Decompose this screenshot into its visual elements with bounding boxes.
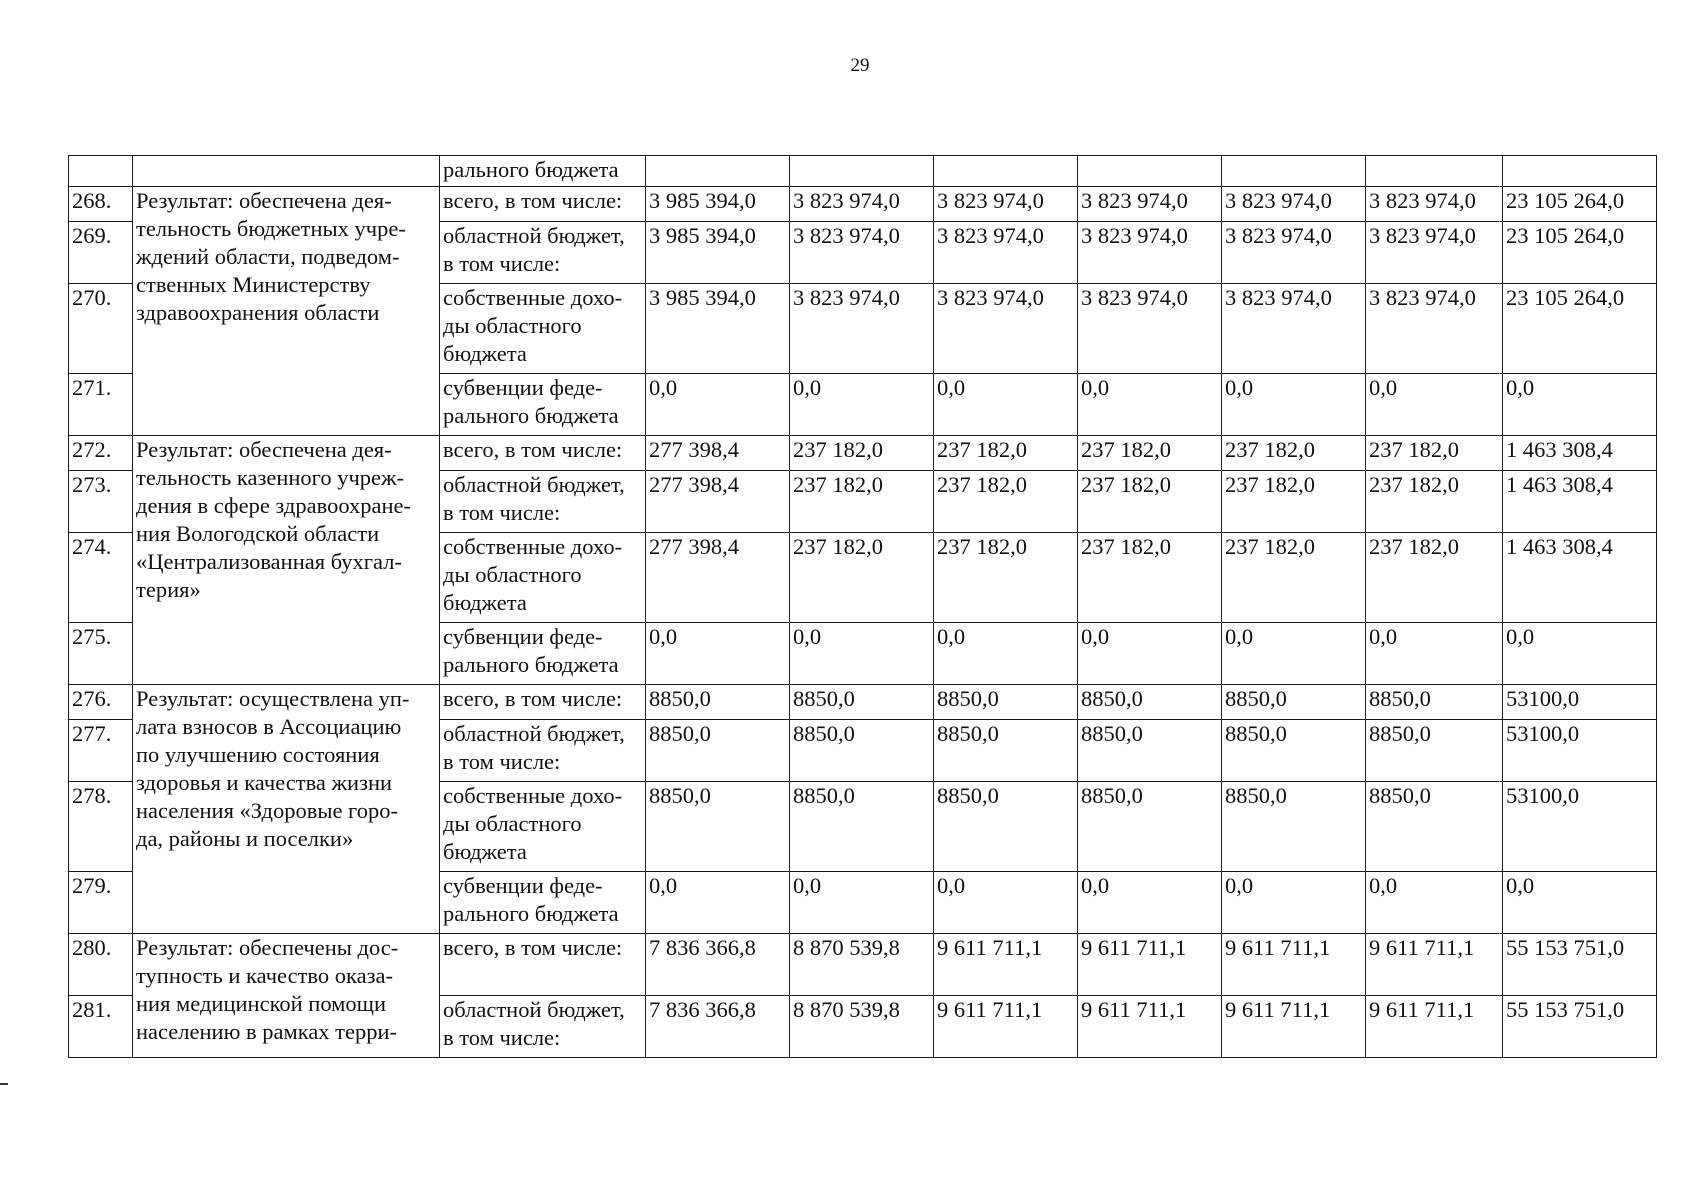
value-total-cell: 0,0 <box>1503 872 1657 934</box>
row-number-cell: 280. <box>69 934 133 996</box>
value-cell: 237 182,0 <box>1222 436 1366 471</box>
row-number-cell: 274. <box>69 533 133 623</box>
value-total-cell: 53100,0 <box>1503 685 1657 720</box>
value-cell: 0,0 <box>1078 374 1222 436</box>
value-cell <box>1366 156 1503 187</box>
value-cell: 8850,0 <box>934 685 1078 720</box>
row-number-cell: 275. <box>69 623 133 685</box>
value-cell: 0,0 <box>646 374 790 436</box>
budget-table <box>68 155 1657 1058</box>
value-cell: 3 823 974,0 <box>1222 187 1366 222</box>
value-cell: 8850,0 <box>1366 782 1503 872</box>
value-cell: 8850,0 <box>1078 685 1222 720</box>
value-total-cell: 1 463 308,4 <box>1503 471 1657 533</box>
row-number-cell: 281. <box>69 996 133 1058</box>
value-cell: 3 823 974,0 <box>1366 284 1503 374</box>
value-cell: 8850,0 <box>1366 720 1503 782</box>
value-cell: 237 182,0 <box>934 533 1078 623</box>
value-cell: 8850,0 <box>1078 720 1222 782</box>
value-cell: 237 182,0 <box>1222 533 1366 623</box>
value-cell: 8850,0 <box>646 685 790 720</box>
value-total-cell: 23 105 264,0 <box>1503 284 1657 374</box>
value-cell: 237 182,0 <box>1078 533 1222 623</box>
value-cell: 237 182,0 <box>790 533 934 623</box>
table-row <box>69 685 1657 720</box>
value-cell: 0,0 <box>1366 872 1503 934</box>
value-cell: 0,0 <box>934 374 1078 436</box>
value-cell: 3 823 974,0 <box>1366 222 1503 284</box>
value-cell: 0,0 <box>790 872 934 934</box>
value-cell: 3 823 974,0 <box>790 187 934 222</box>
value-cell: 3 823 974,0 <box>1078 222 1222 284</box>
value-total-cell: 0,0 <box>1503 374 1657 436</box>
value-cell: 0,0 <box>790 623 934 685</box>
value-cell: 8850,0 <box>646 720 790 782</box>
value-cell: 3 823 974,0 <box>1078 284 1222 374</box>
page-number: 29 <box>850 55 870 76</box>
value-cell: 0,0 <box>1078 623 1222 685</box>
value-cell: 237 182,0 <box>790 436 934 471</box>
funding-source-cell: всего, в том числе: <box>440 685 646 720</box>
value-cell: 0,0 <box>934 872 1078 934</box>
value-cell: 237 182,0 <box>934 436 1078 471</box>
value-total-cell: 55 153 751,0 <box>1503 996 1657 1058</box>
table-row <box>69 934 1657 996</box>
value-cell: 8850,0 <box>1078 782 1222 872</box>
funding-source-cell: всего, в том числе: <box>440 436 646 471</box>
row-number-cell: 277. <box>69 720 133 782</box>
value-cell <box>1222 156 1366 187</box>
margin-mark <box>0 1083 8 1085</box>
table-row <box>69 156 1657 187</box>
value-cell: 277 398,4 <box>646 471 790 533</box>
value-cell: 0,0 <box>646 872 790 934</box>
value-cell: 277 398,4 <box>646 436 790 471</box>
value-cell: 8850,0 <box>1366 685 1503 720</box>
row-number-cell: 272. <box>69 436 133 471</box>
value-cell: 3 823 974,0 <box>1366 187 1503 222</box>
row-number-cell: 271. <box>69 374 133 436</box>
result-cell: Результат: обеспечены дос- тупность и качество оказа- ния медицинской помощи населению в рамках терри- <box>133 934 440 1058</box>
value-cell: 0,0 <box>1222 872 1366 934</box>
value-cell: 3 985 394,0 <box>646 187 790 222</box>
result-cell <box>133 156 440 187</box>
funding-source-cell: всего, в том числе: <box>440 187 646 222</box>
value-total-cell: 1 463 308,4 <box>1503 436 1657 471</box>
row-number-cell: 269. <box>69 222 133 284</box>
funding-source-cell: собственные дохо- ды областного бюджета <box>440 284 646 374</box>
value-cell: 3 823 974,0 <box>934 187 1078 222</box>
value-cell: 3 823 974,0 <box>1222 284 1366 374</box>
value-cell: 8850,0 <box>790 782 934 872</box>
value-cell: 237 182,0 <box>790 471 934 533</box>
funding-source-cell: собственные дохо- ды областного бюджета <box>440 533 646 623</box>
value-cell: 9 611 711,1 <box>1222 996 1366 1058</box>
value-cell: 237 182,0 <box>1366 471 1503 533</box>
funding-source-cell: областной бюджет, в том числе: <box>440 471 646 533</box>
value-cell: 0,0 <box>934 623 1078 685</box>
value-cell: 8 870 539,8 <box>790 934 934 996</box>
funding-source-cell: областной бюджет, в том числе: <box>440 720 646 782</box>
value-cell: 7 836 366,8 <box>646 934 790 996</box>
row-number-cell: 268. <box>69 187 133 222</box>
row-number-cell: 270. <box>69 284 133 374</box>
value-cell: 0,0 <box>1366 374 1503 436</box>
value-cell: 8 870 539,8 <box>790 996 934 1058</box>
funding-source-cell: собственные дохо- ды областного бюджета <box>440 782 646 872</box>
value-cell: 0,0 <box>646 623 790 685</box>
row-number-cell: 279. <box>69 872 133 934</box>
row-number-cell <box>69 156 133 187</box>
value-total-cell: 53100,0 <box>1503 782 1657 872</box>
funding-source-cell: субвенции феде- рального бюджета <box>440 872 646 934</box>
value-cell: 8850,0 <box>646 782 790 872</box>
value-cell: 9 611 711,1 <box>934 934 1078 996</box>
result-cell: Результат: обеспечена дея- тельность казенного учреж- дения в сфере здравоохране- ния Вологодской области «Централизованная бухгал- терия» <box>133 436 440 685</box>
value-cell: 237 182,0 <box>1078 471 1222 533</box>
table-row <box>69 187 1657 222</box>
value-cell: 9 611 711,1 <box>1366 934 1503 996</box>
value-cell: 3 985 394,0 <box>646 222 790 284</box>
value-cell <box>1078 156 1222 187</box>
value-cell: 237 182,0 <box>1078 436 1222 471</box>
value-cell: 3 823 974,0 <box>934 284 1078 374</box>
value-cell: 0,0 <box>1222 623 1366 685</box>
table-row <box>69 436 1657 471</box>
value-cell: 0,0 <box>790 374 934 436</box>
result-cell: Результат: обеспечена дея- тельность бюджетных учре- ждений области, подведом- ственных Министерству здравоохранения области <box>133 187 440 436</box>
value-cell: 8850,0 <box>790 720 934 782</box>
value-cell: 0,0 <box>1366 623 1503 685</box>
value-cell: 9 611 711,1 <box>1366 996 1503 1058</box>
funding-source-cell: субвенции феде- рального бюджета <box>440 623 646 685</box>
row-number-cell: 273. <box>69 471 133 533</box>
value-cell <box>790 156 934 187</box>
result-cell: Результат: осуществлена уп- лата взносов в Ассоциацию по улучшению состояния здоровья и качества жизни населения «Здоровые горо- да, районы и поселки» <box>133 685 440 934</box>
value-cell: 237 182,0 <box>1366 436 1503 471</box>
value-cell <box>934 156 1078 187</box>
value-cell: 3 823 974,0 <box>790 222 934 284</box>
value-total-cell: 1 463 308,4 <box>1503 533 1657 623</box>
value-cell: 8850,0 <box>934 720 1078 782</box>
value-cell: 0,0 <box>1078 872 1222 934</box>
value-cell <box>646 156 790 187</box>
funding-source-cell: субвенции феде- рального бюджета <box>440 374 646 436</box>
value-cell: 237 182,0 <box>1222 471 1366 533</box>
value-total-cell: 0,0 <box>1503 623 1657 685</box>
value-cell: 3 823 974,0 <box>790 284 934 374</box>
row-number-cell: 276. <box>69 685 133 720</box>
value-cell: 8850,0 <box>790 685 934 720</box>
value-cell: 3 985 394,0 <box>646 284 790 374</box>
value-cell: 9 611 711,1 <box>1078 996 1222 1058</box>
funding-source-cell: рального бюджета <box>440 156 646 187</box>
value-cell: 9 611 711,1 <box>1078 934 1222 996</box>
value-total-cell: 23 105 264,0 <box>1503 187 1657 222</box>
value-cell: 9 611 711,1 <box>934 996 1078 1058</box>
value-total-cell: 55 153 751,0 <box>1503 934 1657 996</box>
value-cell: 277 398,4 <box>646 533 790 623</box>
value-total-cell <box>1503 156 1657 187</box>
value-cell: 8850,0 <box>1222 720 1366 782</box>
value-cell: 8850,0 <box>934 782 1078 872</box>
value-cell: 237 182,0 <box>1366 533 1503 623</box>
value-cell: 3 823 974,0 <box>1222 222 1366 284</box>
value-cell: 3 823 974,0 <box>1078 187 1222 222</box>
value-cell: 3 823 974,0 <box>934 222 1078 284</box>
value-total-cell: 53100,0 <box>1503 720 1657 782</box>
table-body <box>69 156 1657 1058</box>
value-cell: 0,0 <box>1222 374 1366 436</box>
value-cell: 7 836 366,8 <box>646 996 790 1058</box>
value-total-cell: 23 105 264,0 <box>1503 222 1657 284</box>
value-cell: 237 182,0 <box>934 471 1078 533</box>
funding-source-cell: областной бюджет, в том числе: <box>440 996 646 1058</box>
value-cell: 8850,0 <box>1222 685 1366 720</box>
value-cell: 8850,0 <box>1222 782 1366 872</box>
funding-source-cell: областной бюджет, в том числе: <box>440 222 646 284</box>
row-number-cell: 278. <box>69 782 133 872</box>
funding-source-cell: всего, в том числе: <box>440 934 646 996</box>
value-cell: 9 611 711,1 <box>1222 934 1366 996</box>
